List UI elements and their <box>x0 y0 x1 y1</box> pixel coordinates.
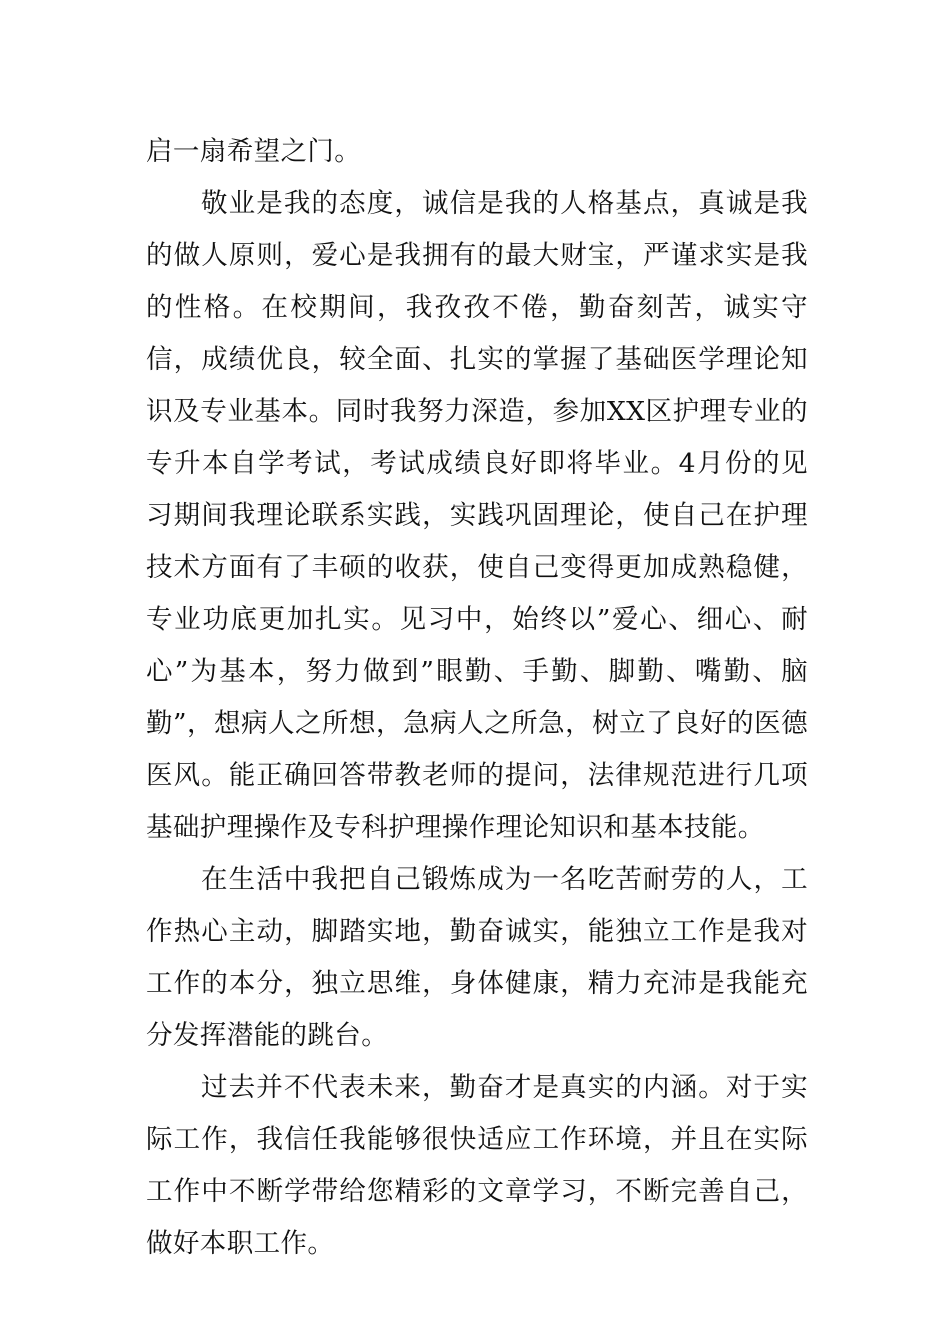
document-body <box>146 126 808 1270</box>
paragraph-4: 过去并不代表未来，勤奋才是真实的内涵。对于实际工作，我信任我能够很快适应工作环境，并且在实际工作中不断学带给您精彩的文章学习，不断完善自己，做好本职工作。 <box>146 1072 808 1259</box>
paragraph-3: 在生活中我把自己锻炼成为一名吃苦耐劳的人，工作热心主动，脚踏实地，勤奋诚实，能独立工作是我对工作的本分，独立思维，身体健康，精力充沛是我能充分发挥潜能的跳台。 <box>146 864 808 1051</box>
paragraph-2: 敬业是我的态度，诚信是我的人格基点，真诚是我的做人原则，爱心是我拥有的最大财宝，严谨求实是我的性格。在校期间，我孜孜不倦，勤奋刻苦，诚实守信，成绩优良，较全面、扎实的掌握了基础医学理论知识及专业基本。同时我努力深造，参加XX区护理专业的专升本自学考试，考试成绩良好即将毕业。4月份的见习期间我理论联系实践，实践巩固理论，使自己在护理技术方面有了丰硕的收获，使自己变得更加成熟稳健，专业功底更加扎实。见习中，始终以”爱心、细心、耐心”为基本，努力做到”眼勤、手勤、脚勤、嘴勤、脑勤”，想病人之所想，急病人之所急，树立了良好的医德医风。能正确回答带教老师的提问，法律规范进行几项基础护理操作及专科护理操作理论知识和基本技能。 <box>146 188 808 843</box>
paragraph-1: 启一扇希望之门。 <box>146 136 362 167</box>
